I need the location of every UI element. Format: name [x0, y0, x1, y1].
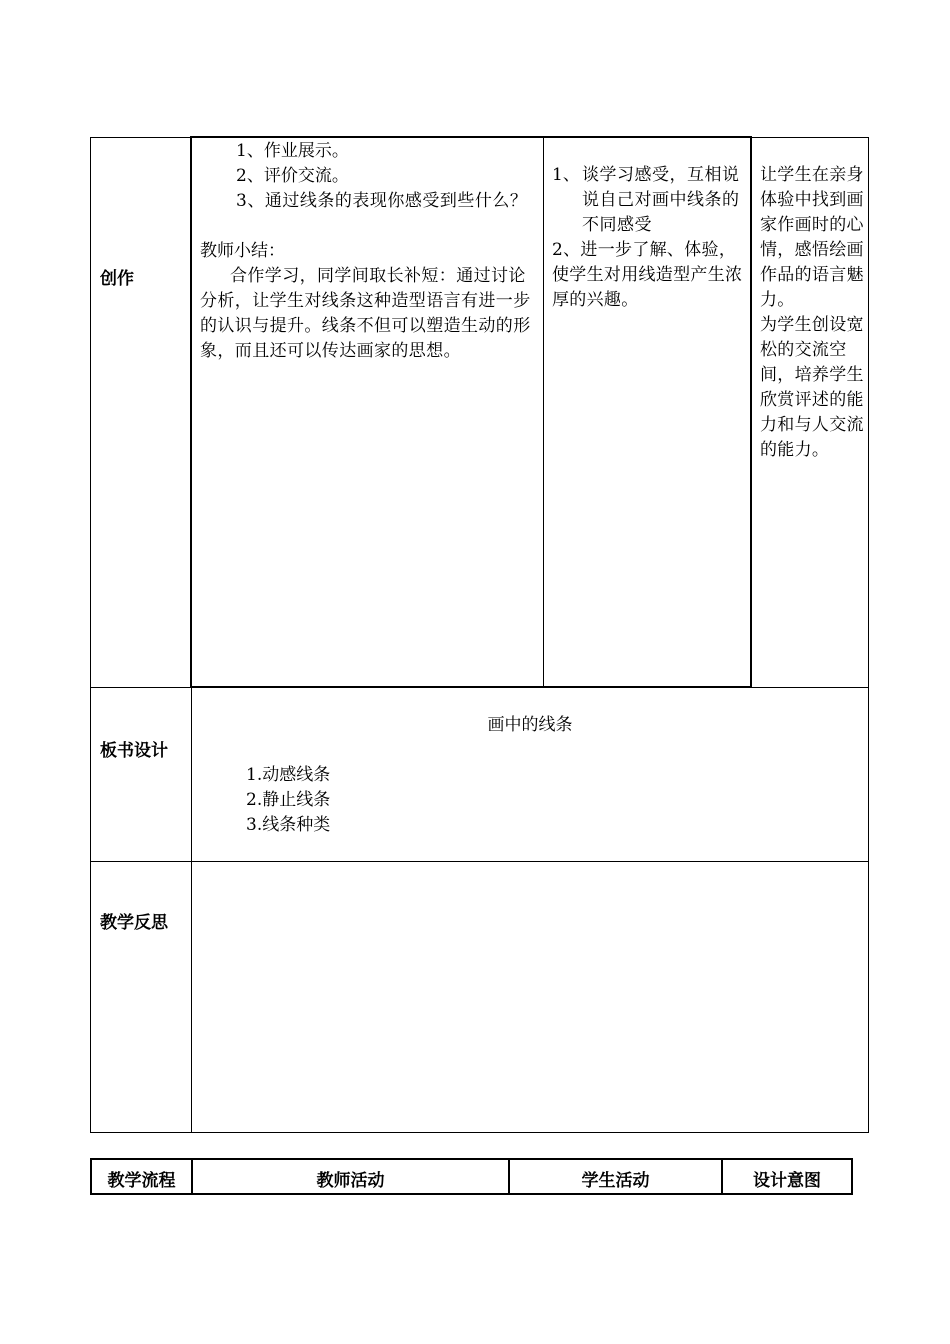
teacher-item-3: 3、通过线条的表现你感受到些什么？	[236, 191, 528, 211]
header-col-intent: 设计意图	[753, 1171, 821, 1191]
row-label-reflection: 教学反思	[100, 913, 168, 933]
teacher-summary-text: 合作学习，同学间取长补短：通过讨论分析，让学生对线条这种造型语言有进一步的认识与提升。线条不但可以塑造生动的形象，而且还可以传达画家的思想。	[200, 266, 531, 361]
teacher-summary-title: 教师小结：	[200, 241, 285, 261]
board-items	[246, 763, 330, 838]
row-label-board: 板书设计	[100, 741, 168, 761]
row-label-creation: 创作	[100, 269, 134, 289]
header-col-process: 教学流程	[107, 1171, 176, 1191]
teacher-item-2: 2、评价交流。	[236, 166, 349, 186]
student-activity	[552, 163, 744, 313]
teacher-activity	[200, 139, 536, 364]
student-item-1-num: 1、	[552, 165, 580, 185]
board-item: 1.动感线条	[246, 765, 331, 785]
design-intent	[760, 163, 864, 463]
student-item-2: 2、进一步了解、体验，使学生对用线造型产生浓厚的兴趣。	[552, 240, 743, 310]
header-col-student: 学生活动	[581, 1171, 650, 1191]
student-item-1-text: 谈学习感受，互相说说自己对画中线条的不同感受	[582, 165, 740, 235]
board-title: 画中的线条	[487, 715, 573, 735]
teacher-item-1: 1、作业展示。	[236, 141, 349, 161]
header-col-teacher: 教师活动	[316, 1171, 385, 1191]
intent-text-1: 让学生在亲身体验中找到画家作画时的心情，感悟绘画作品的语言魅力。	[760, 165, 864, 310]
intent-text-2: 为学生创设宽松的交流空间，培养学生欣赏评述的能力和与人交流的能力。	[760, 315, 864, 460]
board-item: 3.线条种类	[246, 815, 331, 835]
board-item: 2.静止线条	[246, 790, 331, 810]
